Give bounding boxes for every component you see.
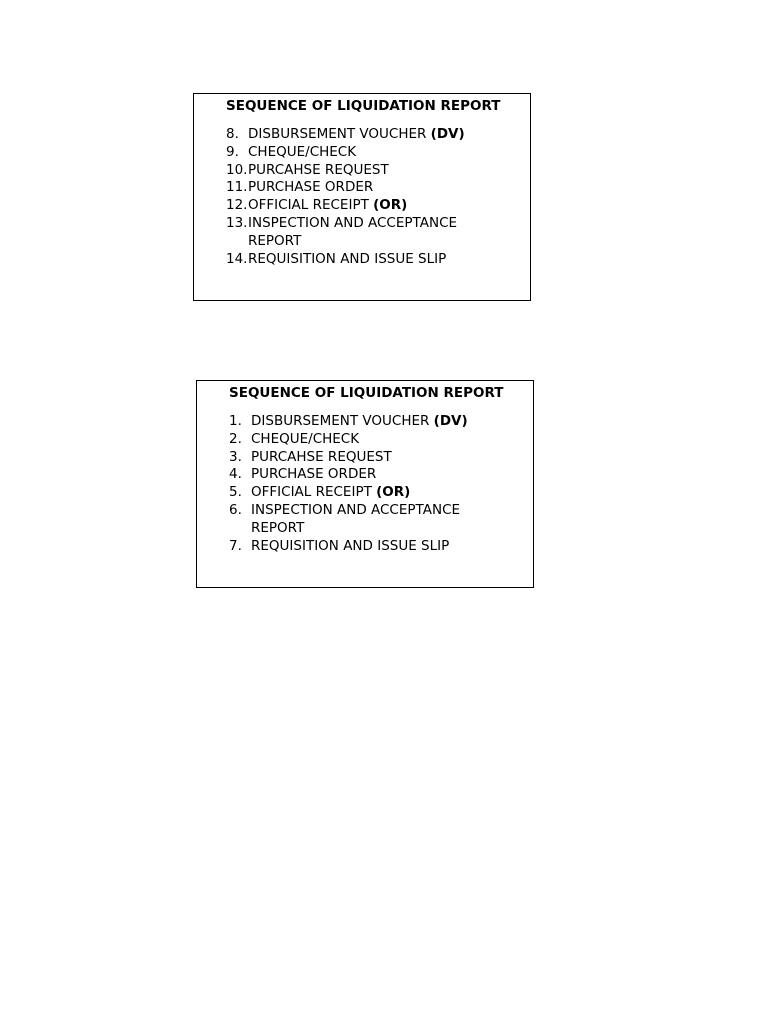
item-abbreviation: (OR): [376, 484, 411, 501]
list-item: [229, 538, 481, 556]
item-text: OFFICIAL RECEIPT: [248, 197, 369, 214]
item-number: 9.: [226, 143, 239, 160]
item-text: DISBURSEMENT VOUCHER: [251, 413, 430, 429]
item-text: INSPECTION AND ACCEPTANCE REPORT: [248, 214, 458, 249]
item-text: PURCHASE ORDER: [251, 466, 377, 483]
liquidation-sequence-box-2: [196, 380, 534, 588]
item-text: OFFICIAL RECEIPT: [251, 484, 372, 501]
item-text: REQUISITION AND ISSUE SLIP: [248, 250, 447, 267]
list-item: [226, 162, 478, 180]
item-number: 3.: [229, 448, 242, 465]
list-item: [229, 466, 481, 484]
item-text: CHEQUE/CHECK: [248, 143, 357, 160]
item-number: 10.: [226, 161, 248, 178]
list-item: [226, 179, 478, 197]
box-title: SEQUENCE OF LIQUIDATION REPORT: [226, 98, 501, 114]
item-text: PURCAHSE REQUEST: [251, 448, 392, 465]
item-number: 6.: [229, 501, 242, 518]
list-item: [229, 431, 481, 449]
item-number: 2.: [229, 430, 242, 447]
list-item: [229, 484, 481, 502]
list-item: [226, 197, 478, 215]
item-text: CHEQUE/CHECK: [251, 430, 360, 447]
sequence-list: [226, 126, 478, 268]
list-item: [226, 144, 478, 162]
list-item: [229, 502, 481, 538]
item-number: 13.: [226, 214, 248, 231]
item-text: DISBURSEMENT VOUCHER: [248, 126, 427, 142]
item-text: REQUISITION AND ISSUE SLIP: [251, 537, 450, 554]
item-number: 12.: [226, 197, 248, 214]
item-text: INSPECTION AND ACCEPTANCE REPORT: [251, 501, 461, 536]
item-number: 14.: [226, 250, 248, 267]
item-abbreviation: (DV): [433, 413, 468, 429]
sequence-list: [229, 413, 481, 555]
list-item: [226, 251, 478, 269]
list-item: [229, 449, 481, 467]
list-item: [226, 215, 478, 251]
item-number: 1.: [229, 413, 242, 429]
item-abbreviation: (DV): [430, 126, 465, 142]
list-item: [229, 413, 481, 431]
item-number: 11.: [226, 179, 248, 196]
liquidation-sequence-box-1: [193, 93, 531, 301]
item-abbreviation: (OR): [373, 197, 408, 214]
item-number: 5.: [229, 484, 242, 501]
item-number: 8.: [226, 126, 239, 142]
box-title: SEQUENCE OF LIQUIDATION REPORT: [229, 385, 504, 401]
list-item: [226, 126, 478, 144]
item-text: PURCHASE ORDER: [248, 179, 374, 196]
item-text: PURCAHSE REQUEST: [248, 161, 389, 178]
item-number: 4.: [229, 466, 242, 483]
item-number: 7.: [229, 537, 242, 554]
